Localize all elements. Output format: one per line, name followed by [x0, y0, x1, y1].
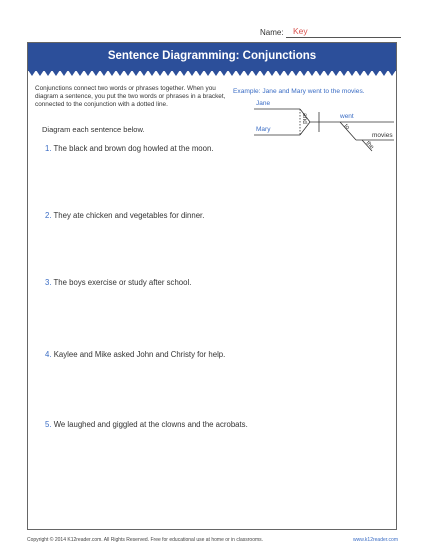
banner-zigzag: [28, 70, 396, 78]
diagram-word-went: went: [340, 113, 354, 120]
intro-text: Conjunctions connect two words or phrases together. When you diagram a sentence, you put the two words or phrases in a bracket, connected to the conjunction with a dotted line.: [35, 85, 226, 108]
diagram-word-to: to: [342, 123, 351, 132]
item-text: Kaylee and Mike asked John and Christy for help.: [53, 350, 226, 359]
exercise-item-5: [45, 420, 248, 429]
diagram-word-and: and: [301, 113, 308, 124]
item-number: 5.: [45, 420, 52, 429]
diagram-word-jane: Jane: [256, 100, 271, 107]
worksheet-frame: [27, 42, 397, 530]
example-diagram: [248, 95, 396, 155]
item-number: 2.: [45, 211, 52, 220]
item-number: 3.: [45, 278, 52, 287]
instruction-text: Diagram each sentence below.: [42, 125, 145, 134]
exercise-item-1: [45, 144, 214, 153]
diagram-word-mary: Mary: [256, 126, 271, 133]
example-label: Example: Jane and Mary went to the movies.: [233, 88, 365, 95]
exercise-item-2: [45, 211, 204, 220]
exercise-item-3: [45, 278, 191, 287]
diagram-word-the: the: [364, 140, 375, 151]
item-text: The boys exercise or study after school.: [53, 278, 192, 287]
item-number: 4.: [45, 350, 52, 359]
item-text: The black and brown dog howled at the moon.: [53, 144, 214, 153]
name-label: Name:: [260, 28, 284, 37]
footer-copyright: Copyright © 2014 K12reader.com. All Rights Reserved. Free for educational use at home or in classrooms.: [27, 537, 264, 543]
item-text: We laughed and giggled at the clowns and the acrobats.: [53, 420, 248, 429]
item-text: They ate chicken and vegetables for dinner.: [53, 211, 205, 220]
exercise-item-4: [45, 350, 225, 359]
footer-url[interactable]: www.k12reader.com: [352, 537, 398, 543]
item-number: 1.: [45, 144, 52, 153]
name-value: Key: [293, 26, 308, 36]
name-line: [286, 37, 401, 38]
diagram-bracket-bottom: [300, 122, 310, 135]
page-title: Sentence Diagramming: Conjunctions: [107, 50, 317, 62]
diagram-word-movies: movies: [372, 132, 393, 139]
title-banner: [28, 43, 396, 71]
